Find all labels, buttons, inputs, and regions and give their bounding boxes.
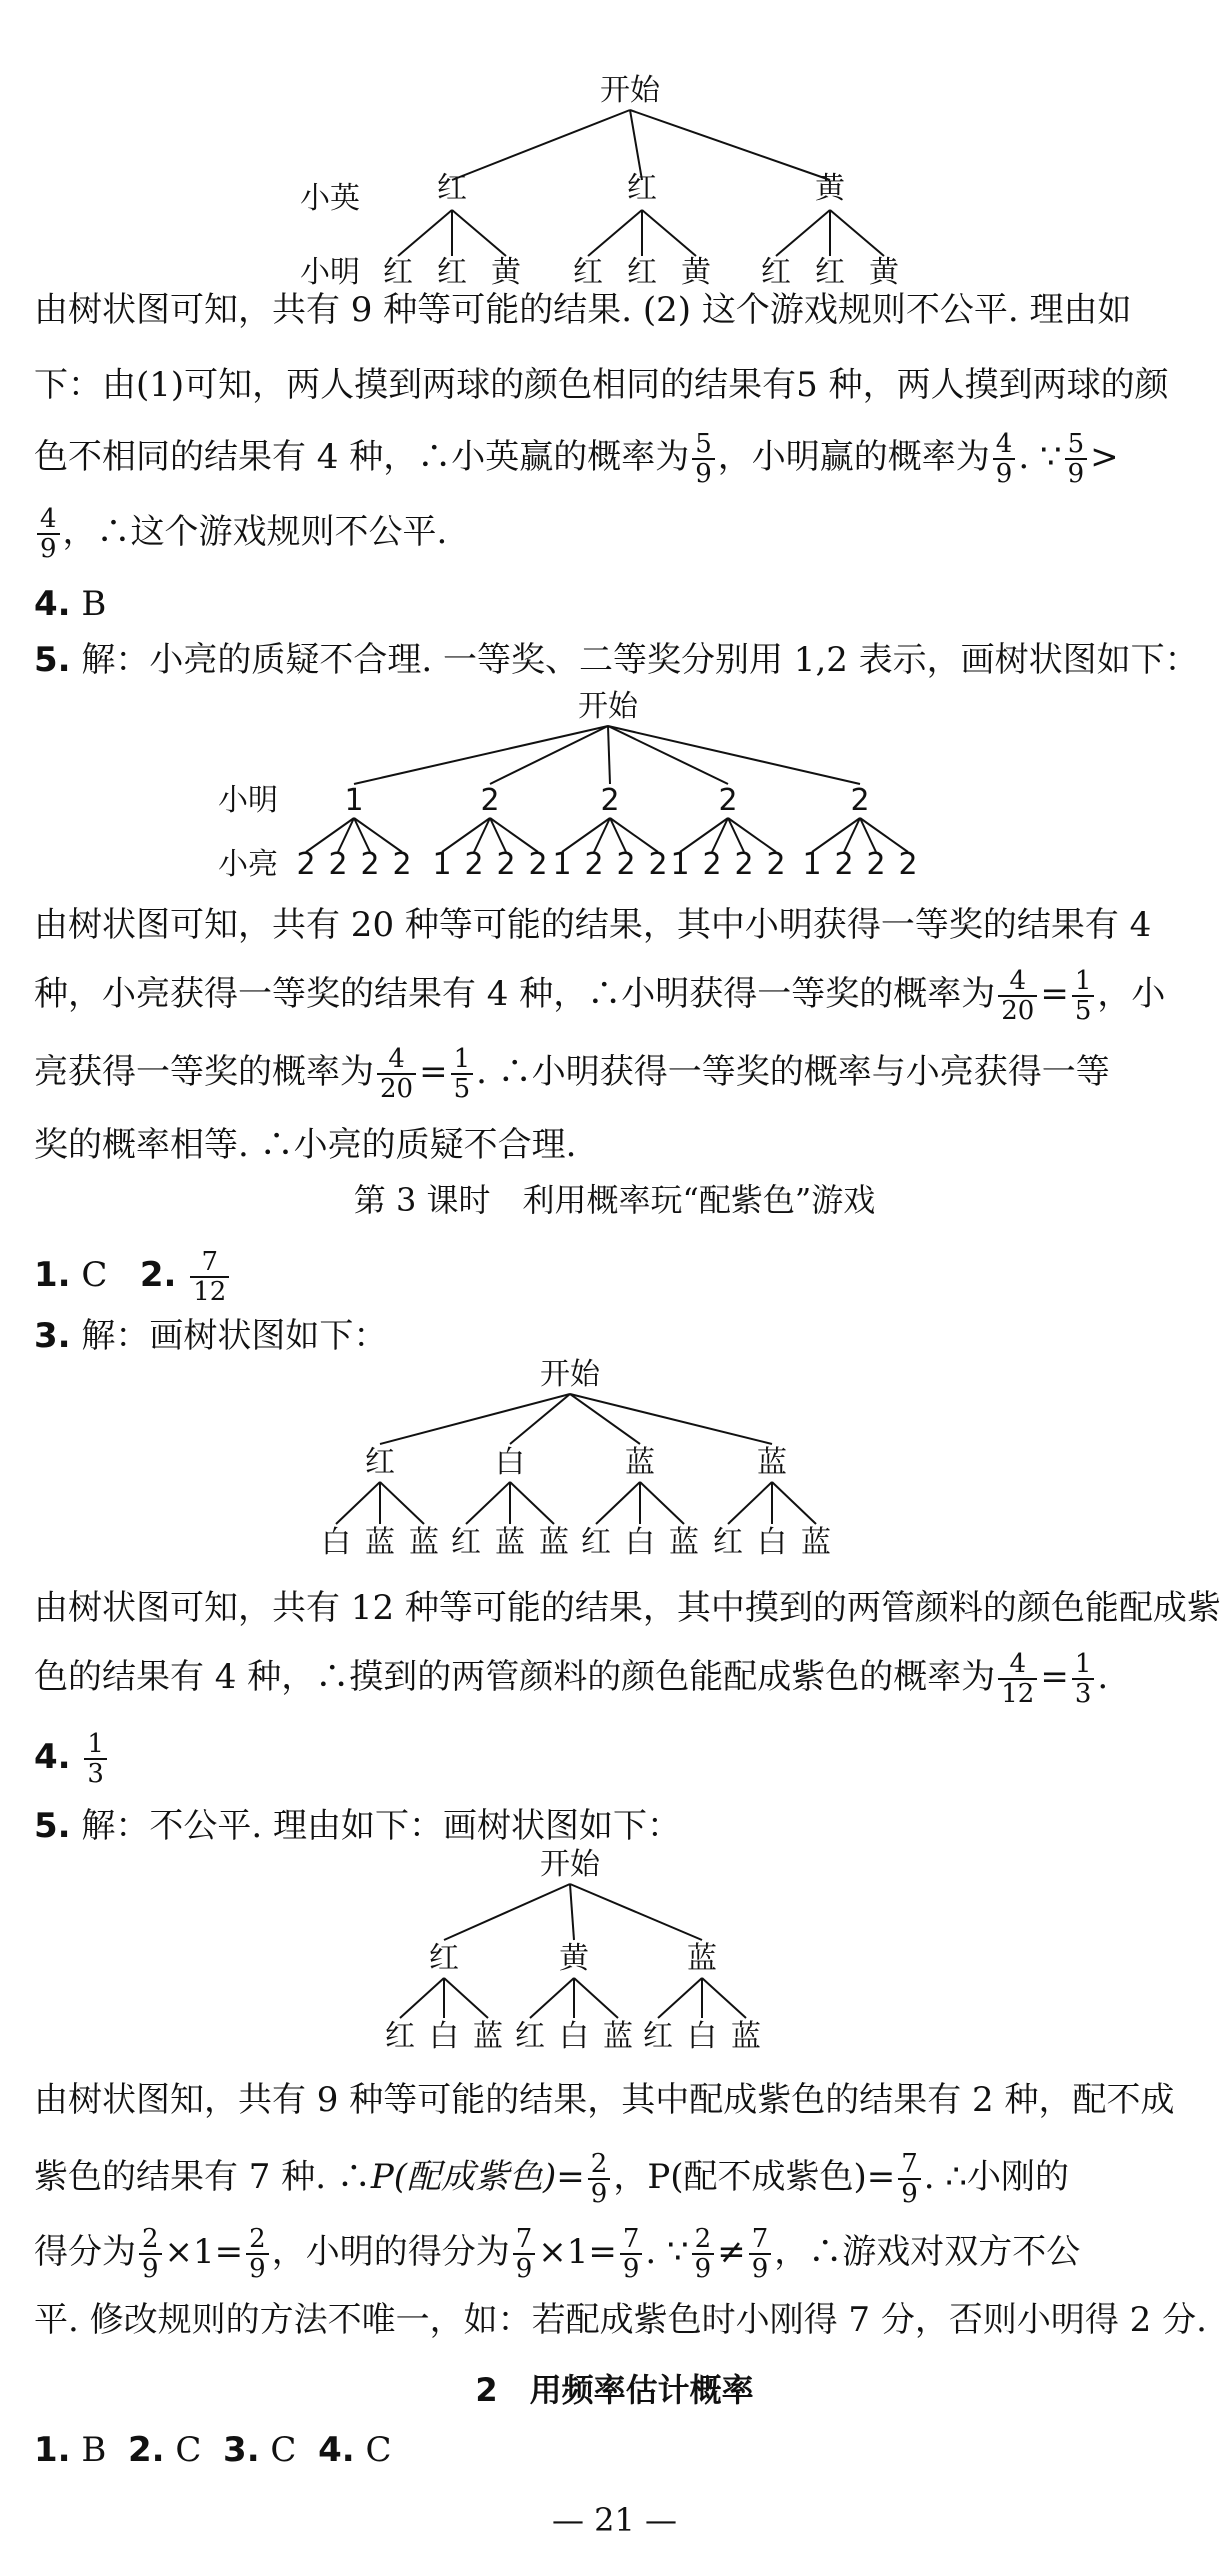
tree1-leaf: 红: [627, 255, 657, 290]
tree4-leaf: 白: [429, 2019, 459, 2054]
denominator: 9: [590, 2179, 608, 2209]
tree3-leaf: 蓝: [409, 1525, 439, 1560]
tree2-node: 2: [480, 783, 500, 818]
answer: C: [164, 2430, 202, 2470]
tree3-edge: [466, 1482, 510, 1524]
text-run: . ∵: [1018, 437, 1062, 477]
tree2-leaf: 2: [648, 847, 668, 882]
text-run: ，P(配不成紫色)=: [613, 2157, 896, 2197]
tree2-edge: [608, 726, 728, 784]
tree4-edge: [530, 1978, 574, 2018]
tree3-leaf: 白: [757, 1525, 787, 1560]
text-run: 亮获得一等奖的概率为: [34, 1052, 374, 1092]
tree4-leaf: 蓝: [473, 2019, 503, 2054]
s2-answers: [34, 2430, 391, 2470]
numerator: 4: [377, 1045, 416, 1075]
tree2-leaf: 2: [766, 847, 786, 882]
tree4-node: 黄: [559, 1941, 589, 1976]
tree3-edge: [510, 1482, 554, 1524]
answer: C: [354, 2430, 392, 2470]
fraction: [84, 1730, 107, 1788]
s3-q5-ans-line2: [34, 2150, 1069, 2208]
page-number: — 21 —: [551, 2501, 678, 2539]
fraction: [993, 430, 1016, 488]
tree3-edge: [570, 1394, 772, 1444]
question-number: 4.: [318, 2430, 355, 2470]
denominator: 9: [901, 2179, 918, 2209]
tree2-root: 开始: [578, 689, 638, 724]
tree3-leaf: 蓝: [669, 1525, 699, 1560]
answer: C: [259, 2430, 297, 2470]
tree2-node: 1: [344, 783, 364, 818]
text-run: =: [419, 1052, 448, 1092]
tree4-edge: [702, 1978, 746, 2018]
s3-q5-ans-line1: 由树状图知，共有 9 种等可能的结果，其中配成紫色的结果有 2 种，配不成: [34, 2080, 1175, 2120]
numerator: 1: [84, 1730, 107, 1760]
question-number: 3.: [223, 2430, 260, 2470]
tree3-node: 白: [495, 1445, 525, 1480]
text-run: 色的结果有 4 种，∴摸到的两管颜料的颜色能配成紫色的概率为: [34, 1657, 996, 1697]
tree4-edge: [444, 1978, 488, 2018]
text-run: ，小明赢的概率为: [717, 437, 990, 477]
denominator: 9: [622, 2254, 640, 2284]
tree3-node: 红: [365, 1445, 395, 1480]
tree1-edge: [776, 210, 830, 256]
question-number: 5.: [34, 640, 71, 680]
question-number: 4.: [34, 584, 71, 624]
fraction: [513, 2225, 536, 2283]
q5-ans-line4: 奖的概率相等. ∴小亮的质疑不合理.: [34, 1125, 577, 1165]
tree3-leaf: 蓝: [539, 1525, 569, 1560]
fraction: [749, 2225, 772, 2283]
denominator: 3: [1074, 1679, 1092, 1709]
text-run: 种，小亮获得一等奖的结果有 4 种，∴小明获得一等奖的概率为: [34, 974, 996, 1014]
fraction: [588, 2150, 611, 2208]
tree3-edge: [596, 1482, 640, 1524]
tree4-node: 蓝: [687, 1941, 717, 1976]
tree3-leaf: 红: [451, 1525, 481, 1560]
text-run: ≠: [717, 2232, 746, 2272]
question-number: 4.: [34, 1737, 71, 1777]
tree1-level2-label: 小明: [300, 255, 360, 290]
tree1-leaf: 红: [437, 255, 467, 290]
text-run: 紫色的结果有 7 种. ∴: [34, 2157, 371, 2197]
tree2-leaf: 1: [670, 847, 690, 882]
tree3-leaf: 蓝: [801, 1525, 831, 1560]
tree3-leaf: 蓝: [365, 1525, 395, 1560]
q5-ans-line3: [34, 1045, 1110, 1103]
fraction: [620, 2225, 643, 2283]
answer: B: [70, 584, 107, 624]
numerator: 7: [190, 1248, 229, 1278]
denominator: 20: [380, 1074, 414, 1104]
tree3-edge: [336, 1482, 380, 1524]
tree1-leaf: 黄: [869, 255, 899, 290]
tree2-leaf: 2: [392, 847, 412, 882]
answer: B: [70, 2430, 107, 2470]
text-run: ，∴游戏对双方不公: [774, 2232, 1081, 2272]
question-number: 2.: [139, 1255, 177, 1295]
tree4-leaf: 红: [385, 2019, 415, 2054]
tree3-edge: [570, 1394, 640, 1444]
numerator: 7: [513, 2225, 536, 2255]
tree2-leaf: 2: [496, 847, 516, 882]
tree3-node: 蓝: [625, 1445, 655, 1480]
tree4-edge: [574, 1978, 618, 2018]
numerator: 1: [451, 1045, 474, 1075]
denominator: 3: [87, 1759, 104, 1789]
numerator: 1: [1072, 1650, 1095, 1680]
text-run: ×1=: [164, 2232, 244, 2272]
tree3-leaf: 红: [713, 1525, 743, 1560]
tree1-root: 开始: [600, 73, 660, 108]
tree2-edge: [490, 726, 608, 784]
numerator: 4: [998, 1650, 1037, 1680]
tree2-leaf: 2: [834, 847, 854, 882]
question-number: 5.: [34, 1806, 71, 1846]
section-2-title: 2 用频率估计概率: [475, 2371, 754, 2409]
fraction: [1072, 1650, 1095, 1708]
tree1-level1-label: 小英: [300, 181, 360, 216]
denominator: 9: [695, 459, 712, 489]
fraction: [898, 2150, 921, 2208]
tree4-edge: [570, 1884, 574, 1940]
tree4-leaf: 红: [515, 2019, 545, 2054]
q3-line2: 下：由(1)可知，两人摸到两球的颜色相同的结果有5 种，两人摸到两球的颜: [34, 365, 1169, 405]
fraction: [998, 967, 1037, 1025]
s3-q5-ans-line4: 平. 修改规则的方法不唯一，如：若配成紫色时小刚得 7 分，否则小明得 2 分.: [34, 2300, 1207, 2340]
denominator: 9: [515, 2254, 533, 2284]
tree2-edge: [608, 726, 610, 784]
tree2-leaf: 2: [464, 847, 484, 882]
text-run: ，∴这个游戏规则不公平.: [62, 512, 448, 552]
denominator: 9: [40, 534, 57, 564]
tree-diagram-3: [0, 1352, 1229, 1562]
denominator: 9: [751, 2254, 769, 2284]
numerator: 4: [37, 505, 60, 535]
fraction: [377, 1045, 416, 1103]
fraction: [451, 1045, 474, 1103]
s3-q5: [34, 1806, 681, 1846]
tree1-edge: [630, 110, 830, 180]
tree2-leaf: 1: [432, 847, 452, 882]
denominator: 9: [249, 2254, 266, 2284]
tree-diagram-2: [0, 688, 1229, 888]
tree2-level1-label: 小明: [218, 783, 278, 818]
text-run: P(配成紫色)=: [370, 2157, 585, 2197]
denominator: 12: [193, 1277, 227, 1307]
question-number: 1.: [34, 1255, 71, 1295]
tree4-node: 红: [429, 1941, 459, 1976]
q4-answer: [34, 584, 106, 624]
tree4-edge: [658, 1978, 702, 2018]
tree4-leaf: 红: [643, 2019, 673, 2054]
tree1-edge: [830, 210, 884, 256]
question-number: 3.: [34, 1316, 71, 1356]
numerator: 2: [139, 2225, 162, 2255]
text-run: .: [1097, 1657, 1109, 1697]
denominator: 5: [1074, 996, 1092, 1026]
text-run: 色不相同的结果有 4 种，∴小英赢的概率为: [34, 437, 690, 477]
text-run: =: [1040, 974, 1069, 1014]
tree2-leaf: 2: [528, 847, 548, 882]
tree4-edge: [444, 1884, 570, 1940]
s3-q4: [34, 1730, 110, 1788]
numerator: 5: [1065, 430, 1088, 460]
tree1-leaf: 黄: [491, 255, 521, 290]
denominator: 5: [453, 1074, 471, 1104]
denominator: 9: [1067, 459, 1085, 489]
tree4-leaf: 蓝: [731, 2019, 761, 2054]
tree3-leaf: 白: [321, 1525, 351, 1560]
tree2-node: 2: [850, 783, 870, 818]
question-number: 1.: [34, 2430, 71, 2470]
denominator: 9: [694, 2254, 712, 2284]
tree1-node: 红: [437, 171, 467, 206]
tree4-leaf: 蓝: [603, 2019, 633, 2054]
fraction: [692, 2225, 715, 2283]
s3-q5-ans-line3: [34, 2225, 1080, 2283]
tree2-leaf: 2: [328, 847, 348, 882]
tree1-edge: [452, 210, 506, 256]
tree2-leaf: 1: [552, 847, 572, 882]
tree2-leaf: 2: [866, 847, 886, 882]
fraction: [1072, 967, 1095, 1025]
question-number: 2.: [128, 2430, 165, 2470]
fraction: [246, 2225, 269, 2283]
tree1-leaf: 黄: [681, 255, 711, 290]
denominator: 20: [1001, 996, 1035, 1026]
tree2-leaf: 2: [584, 847, 604, 882]
tree2-leaf: 2: [296, 847, 316, 882]
tree1-node: 黄: [815, 171, 845, 206]
numerator: 7: [898, 2150, 921, 2180]
tree1-leaf: 红: [573, 255, 603, 290]
tree3-leaf: 红: [581, 1525, 611, 1560]
numerator: 2: [588, 2150, 611, 2180]
numerator: 7: [620, 2225, 643, 2255]
text-run: 解：画树状图如下：: [70, 1316, 388, 1356]
tree3-edge: [380, 1482, 424, 1524]
section-3-title: 第 3 课时 利用概率玩“配紫色”游戏: [353, 1181, 876, 1219]
tree1-edge: [630, 110, 642, 180]
tree3-edge: [728, 1482, 772, 1524]
tree2-leaf: 1: [802, 847, 822, 882]
tree2-node: 2: [600, 783, 620, 818]
s3-q3: [34, 1316, 387, 1356]
numerator: 2: [692, 2225, 715, 2255]
fraction: [37, 505, 60, 563]
text-run: ，小明的得分为: [271, 2232, 510, 2272]
tree4-leaf: 白: [687, 2019, 717, 2054]
tree4-leaf: 白: [559, 2019, 589, 2054]
q5-ans-line2: [34, 967, 1165, 1025]
tree-diagram-4: [0, 1842, 1229, 2052]
tree2-level2-label: 小亮: [218, 847, 278, 882]
tree1-edge: [452, 110, 630, 180]
denominator: 9: [142, 2254, 159, 2284]
text-run: 得分为: [34, 2232, 136, 2272]
tree2-edge: [354, 726, 608, 784]
tree1-edge: [588, 210, 642, 256]
text-run: . ∴小明获得一等奖的概率与小亮获得一等: [476, 1052, 1110, 1092]
numerator: 5: [692, 430, 715, 460]
numerator: 1: [1072, 967, 1095, 997]
text-run: ×1=: [538, 2232, 617, 2272]
q5-ans-line1: 由树状图可知，共有 20 种等可能的结果，其中小明获得一等奖的结果有 4: [34, 905, 1152, 945]
tree1-leaf: 红: [815, 255, 845, 290]
tree4-root: 开始: [540, 1847, 600, 1882]
tree2-leaves: [296, 818, 917, 882]
tree4-edge: [570, 1884, 702, 1940]
fraction: [692, 430, 715, 488]
tree4-edge: [400, 1978, 444, 2018]
text-run: . ∴小刚的: [923, 2157, 1070, 2197]
answer: C: [70, 1255, 108, 1295]
q3-line3: [34, 430, 1119, 488]
tree3-leaf: 白: [625, 1525, 655, 1560]
text-run: =: [1040, 1657, 1069, 1697]
fraction: [998, 1650, 1037, 1708]
tree1-node: 红: [627, 171, 657, 206]
tree3-root: 开始: [540, 1357, 600, 1392]
tree1-edge: [642, 210, 696, 256]
denominator: 12: [1001, 1679, 1035, 1709]
s3-q1-q2: [34, 1248, 232, 1306]
tree2-leaf: 2: [702, 847, 722, 882]
tree2-leaf: 2: [360, 847, 380, 882]
numerator: 7: [749, 2225, 772, 2255]
fraction: [1065, 430, 1088, 488]
fraction: [190, 1248, 229, 1306]
text-run: ，小: [1097, 974, 1166, 1014]
fraction: [139, 2225, 162, 2283]
tree3-node: 蓝: [757, 1445, 787, 1480]
q3-line1: 由树状图可知，共有 9 种等可能的结果. (2) 这个游戏规则不公平. 理由如: [34, 290, 1132, 330]
q3-line4: [34, 505, 447, 563]
q5-line1: [34, 640, 1199, 680]
tree1-leaf: 红: [761, 255, 791, 290]
tree1-edge: [398, 210, 452, 256]
tree3-edge: [640, 1482, 684, 1524]
denominator: 9: [995, 459, 1013, 489]
tree2-node: 2: [718, 783, 738, 818]
tree2-leaf: 2: [898, 847, 918, 882]
s3-q3-ans-line1: 由树状图可知，共有 12 种等可能的结果，其中摸到的两管颜料的颜色能配成紫: [34, 1588, 1221, 1628]
text-run: 解：不公平. 理由如下：画树状图如下：: [70, 1806, 681, 1846]
numerator: 4: [993, 430, 1016, 460]
tree3-leaf: 蓝: [495, 1525, 525, 1560]
tree2-leaf: 2: [734, 847, 754, 882]
tree2-leaf: 2: [616, 847, 636, 882]
tree-diagram-1: [0, 70, 1229, 290]
tree1-leaf: 红: [383, 255, 413, 290]
tree3-edge: [772, 1482, 816, 1524]
text-run: >: [1090, 437, 1119, 477]
numerator: 4: [998, 967, 1037, 997]
text-run: 解：小亮的质疑不合理. 一等奖、二等奖分别用 1,2 表示，画树状图如下：: [70, 640, 1199, 680]
s3-q3-ans-line2: [34, 1650, 1108, 1708]
text-run: . ∵: [645, 2232, 689, 2272]
numerator: 2: [246, 2225, 269, 2255]
tree2-edge: [608, 726, 860, 784]
